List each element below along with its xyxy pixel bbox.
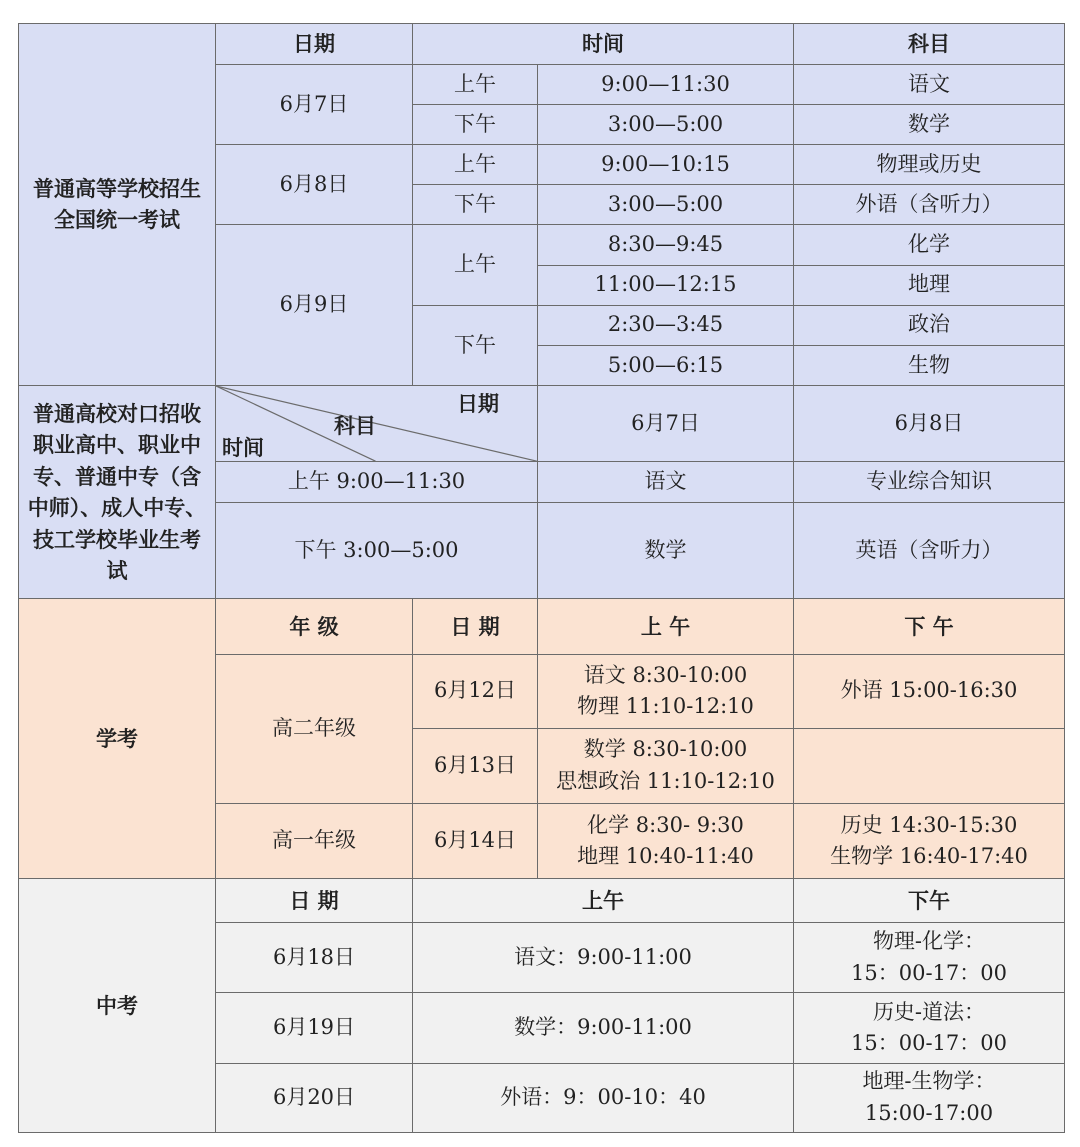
gaokao-title: 普通高等学校招生 全国统一考试 [19,24,216,386]
xuekao-morning-cell: 语文 8:30-10:00 物理 11:10-12:10 [538,654,794,728]
gaokao-date-cell: 6月7日 [216,65,413,145]
gaokao-header-date: 日期 [216,24,413,65]
vocational-header-row [19,385,1065,461]
gaokao-time-cell: 2:30—3:45 [538,305,794,345]
xuekao-afternoon-cell: 外语 15:00-16:30 [794,654,1065,728]
zhongkao-date-cell: 6月18日 [216,923,413,993]
corner-subject-label: 科目 [334,412,376,438]
xuekao-header-row [19,599,1065,654]
xuekao-grade-cell: 高二年级 [216,654,413,803]
gaokao-period-cell: 上午 [413,65,538,105]
gaokao-time-cell: 3:00—5:00 [538,185,794,225]
vocational-subject-cell: 专业综合知识 [794,462,1065,503]
xuekao-afternoon-cell: 历史 14:30-15:30 生物学 16:40-17:40 [794,803,1065,878]
zhongkao-afternoon-cell: 地理-生物学： 15:00-17:00 [794,1063,1065,1132]
gaokao-subject-cell: 数学 [794,105,1065,145]
gaokao-date-cell: 6月8日 [216,145,413,225]
gaokao-time-cell: 9:00—11:30 [538,65,794,105]
gaokao-subject-cell: 语文 [794,65,1065,105]
zhongkao-morning-cell: 外语：9：00-10：40 [413,1063,794,1132]
gaokao-time-cell: 8:30—9:45 [538,225,794,265]
gaokao-period-cell: 上午 [413,225,538,305]
corner-date-label: 日期 [457,390,499,416]
zhongkao-date-cell: 6月19日 [216,993,413,1063]
zhongkao-header-date: 日 期 [216,879,413,923]
zhongkao-afternoon-cell: 物理-化学： 15：00-17：00 [794,923,1065,993]
xuekao-morning-cell: 数学 8:30-10:00 思想政治 11:10-12:10 [538,728,794,803]
xuekao-morning-cell: 化学 8:30- 9:30 地理 10:40-11:40 [538,803,794,878]
gaokao-subject-cell: 物理或历史 [794,145,1065,185]
xuekao-date-cell: 6月14日 [413,803,538,878]
gaokao-subject-cell: 外语（含听力） [794,185,1065,225]
zhongkao-title: 中考 [19,879,216,1133]
gaokao-period-cell: 下午 [413,105,538,145]
zhongkao-header-afternoon: 下午 [794,879,1065,923]
gaokao-header-time: 时间 [413,24,794,65]
vocational-date-1: 6月7日 [538,385,794,461]
vocational-time-cell: 下午 3:00—5:00 [216,503,538,599]
vocational-subject-cell: 英语（含听力） [794,503,1065,599]
corner-time-label: 时间 [222,434,264,460]
xuekao-grade-cell: 高一年级 [216,803,413,878]
gaokao-subject-cell: 政治 [794,305,1065,345]
vocational-date-2: 6月8日 [794,385,1065,461]
xuekao-header-grade: 年 级 [216,599,413,654]
vocational-title: 普通高校对口招收 职业高中、职业中 专、普通中专（含 中师）、成人中专、 技工学校毕业生考 试 [19,385,216,599]
gaokao-time-cell: 5:00—6:15 [538,345,794,385]
zhongkao-afternoon-cell: 历史-道法： 15：00-17：00 [794,993,1065,1063]
gaokao-time-cell: 3:00—5:00 [538,105,794,145]
gaokao-header-row [19,24,1065,65]
xuekao-afternoon-cell [794,728,1065,803]
zhongkao-header-row [19,879,1065,923]
gaokao-period-cell: 上午 [413,145,538,185]
gaokao-time-cell: 11:00—12:15 [538,265,794,305]
xuekao-header-date: 日 期 [413,599,538,654]
xuekao-header-afternoon: 下 午 [794,599,1065,654]
zhongkao-date-cell: 6月20日 [216,1063,413,1132]
gaokao-time-cell: 9:00—10:15 [538,145,794,185]
vocational-subject-cell: 语文 [538,462,794,503]
gaokao-date-cell: 6月9日 [216,225,413,385]
xuekao-date-cell: 6月13日 [413,728,538,803]
xuekao-date-cell: 6月12日 [413,654,538,728]
gaokao-header-subject: 科目 [794,24,1065,65]
gaokao-subject-cell: 化学 [794,225,1065,265]
xuekao-header-morning: 上 午 [538,599,794,654]
gaokao-subject-cell: 生物 [794,345,1065,385]
xuekao-title: 学考 [19,599,216,879]
zhongkao-morning-cell: 数学：9:00-11:00 [413,993,794,1063]
gaokao-period-cell: 下午 [413,305,538,385]
vocational-time-cell: 上午 9:00—11:30 [216,462,538,503]
vocational-corner-cell [216,385,538,461]
gaokao-period-cell: 下午 [413,185,538,225]
exam-schedule-table [18,23,1065,1133]
gaokao-subject-cell: 地理 [794,265,1065,305]
zhongkao-morning-cell: 语文：9:00-11:00 [413,923,794,993]
zhongkao-header-morning: 上午 [413,879,794,923]
vocational-subject-cell: 数学 [538,503,794,599]
